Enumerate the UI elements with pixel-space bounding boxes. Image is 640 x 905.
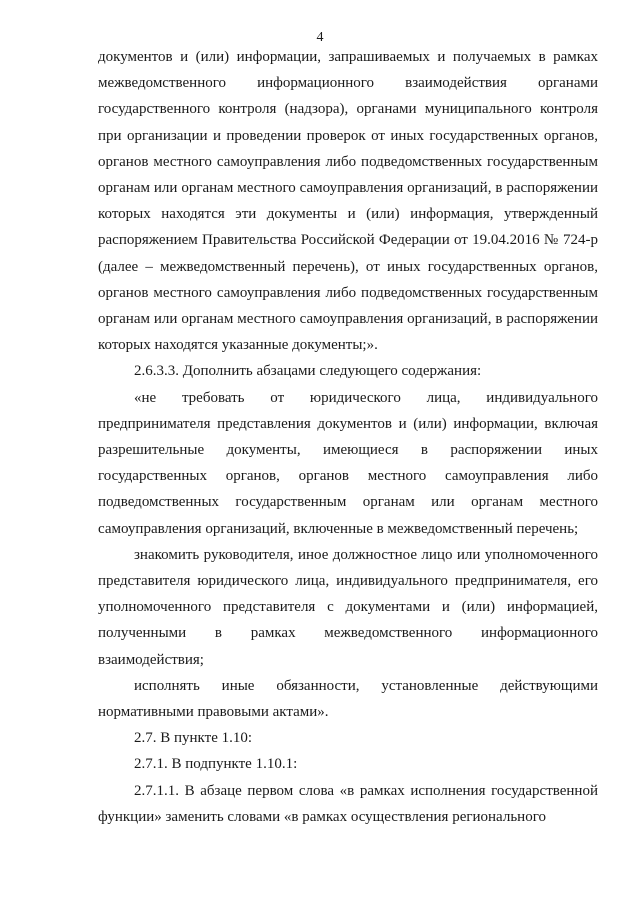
- paragraph-familiarize: знакомить руководителя, иное должностное лицо или уполномоченного представителя юридического лица, индивидуального предпринимателя, его уполномоченного представителя с документами и (или) информацией, полученными в рамках межведомственного информационного взаимодействия;: [98, 546, 598, 668]
- paragraph-2-7-1-1: 2.7.1.1. В абзаце первом слова «в рамках исполнения государственной функции» заменить словами «в рамках осуществления регионального: [98, 782, 598, 825]
- paragraph-2-7-1: 2.7.1. В подпункте 1.10.1:: [134, 756, 298, 773]
- paragraph-quote-requirement: «не требовать от юридического лица, индивидуального предпринимателя представления документов и (или) информации, включая разрешительные документы, имеющиеся в распоряжении иных государственных органов, органов местного самоуправления либо подведомственных государственным органам или органам местного самоуправления организаций, включенные в межведомственный перечень;: [98, 389, 598, 537]
- document-body: [98, 44, 598, 830]
- page-number: 4: [316, 30, 324, 45]
- paragraph-2-7: 2.7. В пункте 1.10:: [134, 730, 253, 747]
- paragraph-continuation: документов и (или) информации, запрашиваемых и получаемых в рамках межведомственного информационного взаимодействия органами государственного контроля (надзора), органами муниципального контроля при организации и проведении проверок от иных государственных органов, органов местного самоуправления либо подведомственных государственным органам или органам местного самоуправления организаций, в распоряжении которых находятся эти документы и (или) информация, утвержденный распоряжением Правительства Российской Федерации от 19.04.2016 № 724-р (далее – межведомственный перечень), от иных государственных органов, органов местного самоуправления либо подведомственных государственным органам или органам местного самоуправления организаций, в распоряжении которых находятся указанные документы;».: [98, 49, 598, 354]
- paragraph-2-6-3-3: 2.6.3.3. Дополнить абзацами следующего содержания:: [134, 363, 482, 380]
- paragraph-other-duties: исполнять иные обязанности, установленные действующими нормативными правовыми актами».: [98, 677, 598, 721]
